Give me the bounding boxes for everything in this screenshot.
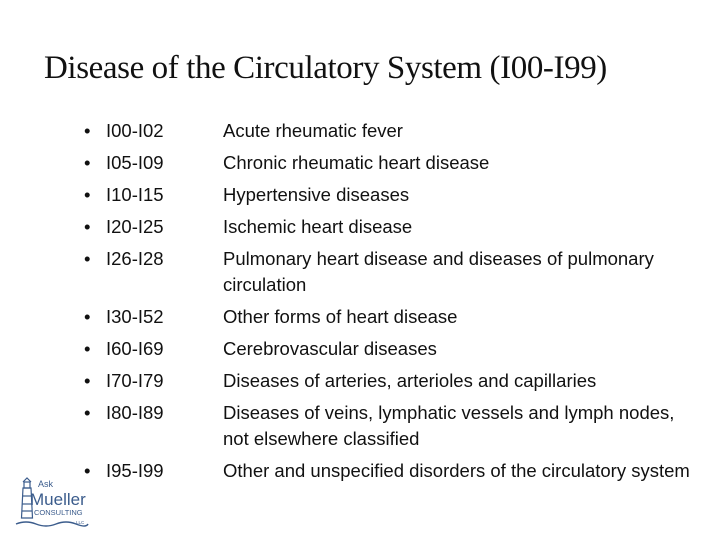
- icd-code: I20-I25: [106, 216, 164, 237]
- list-item: [84, 118, 204, 150]
- disease-description: Diseases of veins, lymphatic vessels and lymph nodes, not elsewhere classified: [223, 402, 675, 449]
- logo-consulting: CONSULTING: [34, 508, 83, 517]
- list-item: [84, 458, 204, 490]
- disease-description: Ischemic heart disease: [223, 216, 413, 237]
- bullet: •: [84, 248, 91, 269]
- icd-code: I95-I99: [106, 460, 164, 481]
- logo-mueller: Mueller: [30, 490, 86, 509]
- logo-ask: Ask: [38, 479, 54, 489]
- disease-description: Cerebrovascular diseases: [223, 338, 437, 359]
- bullet: •: [84, 120, 91, 141]
- icd-code: I30-I52: [106, 306, 164, 327]
- icd-code: I00-I02: [106, 120, 164, 141]
- disease-description: Hypertensive diseases: [223, 184, 410, 205]
- icd-code: I05-I09: [106, 152, 164, 173]
- icd-code: I10-I15: [106, 184, 164, 205]
- logo-wordmark: [14, 474, 90, 528]
- disease-description: Diseases of arteries, arterioles and capillaries: [223, 370, 597, 391]
- list-item: [84, 336, 204, 368]
- slide-title: Disease of the Circulatory System (I00-I99): [44, 50, 607, 86]
- icd-code: I80-I89: [106, 402, 164, 423]
- disease-description: Other and unspecified disorders of the circulatory system: [223, 460, 690, 481]
- bullet: •: [84, 216, 91, 237]
- bullet: •: [84, 306, 91, 327]
- list-item: [84, 304, 204, 336]
- list-item: [84, 182, 204, 214]
- disease-description: Acute rheumatic fever: [223, 120, 403, 141]
- list-item: [84, 150, 204, 182]
- icd-code: I26-I28: [106, 248, 164, 269]
- bullet: •: [84, 402, 91, 423]
- list-item: [84, 214, 204, 246]
- description-column: [223, 118, 701, 516]
- icd-code: I70-I79: [106, 370, 164, 391]
- icd-code: I60-I69: [106, 338, 164, 359]
- bullet: •: [84, 152, 91, 173]
- disease-description: Pulmonary heart disease and diseases of pulmonary circulation: [223, 248, 654, 295]
- code-column: [84, 118, 204, 490]
- disease-description: Other forms of heart disease: [223, 306, 458, 327]
- company-logo: [14, 474, 90, 528]
- disease-description: Chronic rheumatic heart disease: [223, 152, 490, 173]
- bullet: •: [84, 184, 91, 205]
- logo-llc: LLC: [76, 520, 85, 525]
- bullet: •: [84, 370, 91, 391]
- bullet: •: [84, 460, 91, 481]
- list-item: [84, 368, 204, 400]
- list-item: [84, 400, 204, 458]
- bullet: •: [84, 338, 91, 359]
- list-item: [84, 246, 204, 304]
